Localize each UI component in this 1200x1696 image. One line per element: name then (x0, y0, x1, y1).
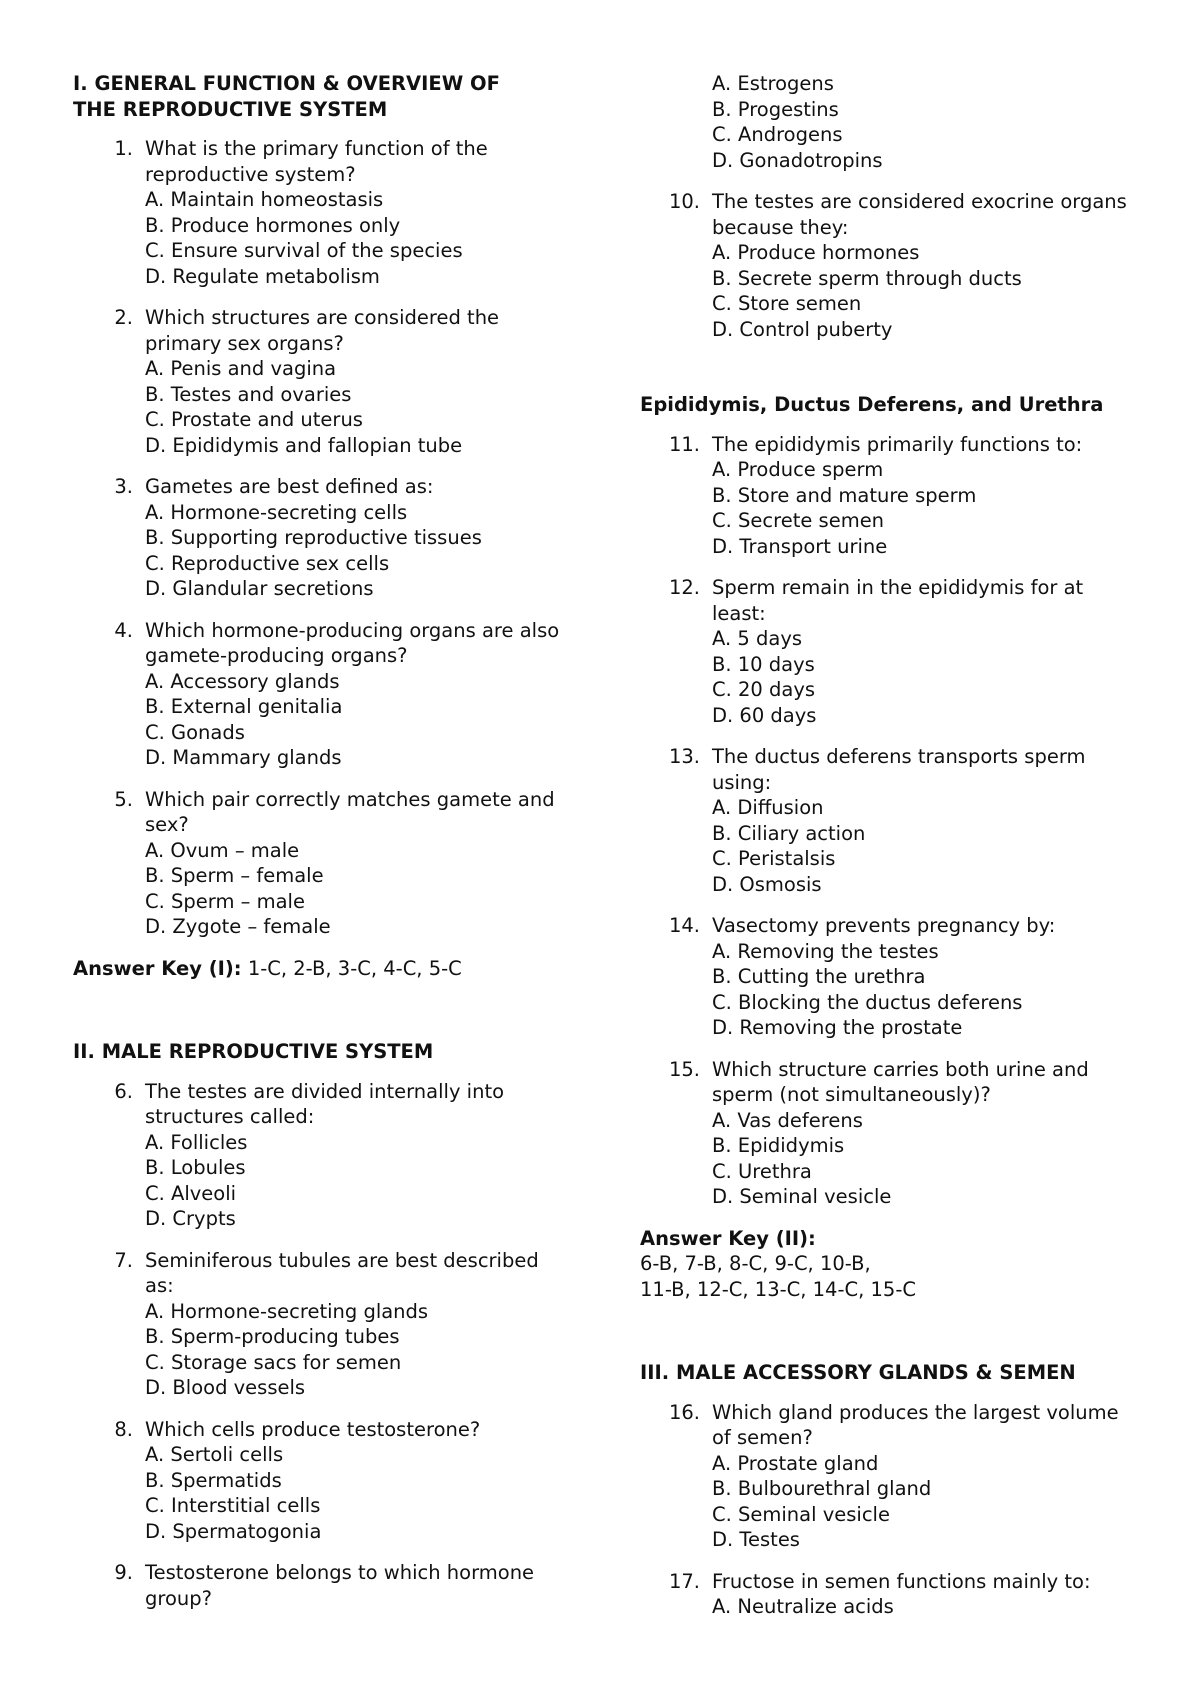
answer-option: C. Reproductive sex cells (145, 551, 390, 575)
question-item (640, 1057, 1140, 1210)
answer-option: D. Mammary glands (145, 746, 342, 769)
answer-key-2-line1: 6-B, 7-B, 8-C, 9-C, 10-B, (640, 1252, 871, 1275)
answer-option: D. Transport urine (712, 534, 888, 558)
question-text: Vasectomy prevents pregnancy by: (712, 914, 1056, 937)
question-item (73, 136, 573, 289)
question-number: 10. (668, 190, 700, 213)
question-number: 3. (114, 475, 133, 498)
answer-option: C. Gonads (145, 720, 245, 744)
question-item (73, 1560, 573, 1611)
question-9-continued (640, 71, 1140, 173)
answer-option: C. Sperm – male (145, 889, 305, 913)
answer-option: A. Follicles (145, 1130, 248, 1154)
question-list-2 (73, 1079, 573, 1612)
question-item (640, 432, 1140, 560)
answer-key-1-value: 1-C, 2-B, 3-C, 4-C, 5-C (247, 956, 462, 980)
answer-option: D. Control puberty (712, 317, 893, 341)
question-item (640, 189, 1140, 342)
answer-option: C. Secrete semen (712, 509, 885, 532)
answer-option: C. Seminal vesicle (712, 1502, 890, 1526)
answer-option: C. Alveoli (145, 1181, 237, 1205)
answer-option: B. Lobules (145, 1156, 246, 1179)
answer-option: B. Cutting the urethra (712, 965, 926, 988)
question-item (73, 618, 573, 771)
q9-option-a: A. Estrogens (712, 72, 834, 95)
answer-option: A. Removing the testes (712, 939, 939, 963)
answer-option: B. Sperm-producing tubes (145, 1325, 400, 1348)
answer-option: D. Removing the prostate (712, 1016, 963, 1039)
section-3-heading: III. MALE ACCESSORY GLANDS & SEMEN (640, 1361, 1076, 1384)
question-text: Which gland produces the largest volume of semen? (712, 1400, 1119, 1449)
question-item (73, 305, 573, 458)
answer-option: C. Blocking the ductus deferens (712, 990, 1023, 1014)
question-number: 4. (114, 618, 133, 642)
answer-option: A. Maintain homeostasis (145, 188, 384, 211)
question-text: Which pair correctly matches gamete and sex? (145, 787, 555, 836)
answer-option: A. Prostate gland (712, 1451, 879, 1475)
question-item (73, 1417, 573, 1545)
answer-option: A. Diffusion (712, 796, 824, 819)
answer-option: D. Osmosis (712, 872, 822, 896)
question-list-2b (640, 189, 1140, 342)
answer-option: C. Store semen (712, 292, 862, 315)
section-1-heading (73, 71, 573, 122)
answer-option: A. Penis and vagina (145, 357, 337, 380)
question-list-2c (640, 432, 1140, 1210)
question-number: 17. (668, 1569, 700, 1593)
answer-option: C. Interstitial cells (145, 1494, 321, 1517)
question-text: The epididymis primarily functions to: (712, 432, 1083, 456)
left-column (73, 71, 573, 1627)
answer-option: D. Crypts (145, 1207, 236, 1230)
question-list-1 (73, 136, 573, 940)
answer-key-1-label: Answer Key (I): (73, 956, 242, 980)
question-number: 9. (114, 1561, 133, 1584)
answer-option: D. Seminal vesicle (712, 1185, 892, 1208)
question-text: Which cells produce testosterone? (145, 1417, 481, 1441)
question-item (640, 744, 1140, 897)
question-number: 8. (114, 1417, 133, 1441)
question-number: 13. (668, 745, 700, 768)
question-text: The testes are divided internally into structures called: (145, 1079, 505, 1128)
section-1-title-line1: I. GENERAL FUNCTION & OVERVIEW OF (73, 72, 500, 95)
answer-option: C. 20 days (712, 678, 816, 701)
question-number: 15. (668, 1057, 700, 1081)
answer-option: D. Zygote – female (145, 915, 331, 938)
answer-option: D. Epididymis and fallopian tube (145, 433, 463, 457)
answer-option: B. Sperm – female (145, 864, 324, 887)
answer-option: D. Testes (712, 1528, 800, 1551)
answer-option: A. Accessory glands (145, 669, 340, 693)
answer-option: A. Produce sperm (712, 458, 884, 481)
answer-option: B. 10 days (712, 652, 815, 676)
question-item (640, 1400, 1140, 1553)
answer-key-2 (640, 1226, 1140, 1303)
answer-option: A. Ovum – male (145, 838, 300, 862)
answer-option: A. Neutralize acids (712, 1595, 894, 1618)
question-item (73, 1248, 573, 1401)
section-2-heading: II. MALE REPRODUCTIVE SYSTEM (73, 1040, 434, 1063)
answer-option: A. 5 days (712, 627, 803, 650)
question-item (640, 913, 1140, 1041)
question-text: Sperm remain in the epididymis for at least: (712, 576, 1084, 625)
question-text: What is the primary function of the reproductive system? (145, 137, 488, 186)
subsection-heading: Epididymis, Ductus Deferens, and Urethra (640, 393, 1104, 416)
answer-option: C. Peristalsis (712, 847, 836, 870)
answer-key-1 (73, 956, 573, 982)
question-text: Seminiferous tubules are best described as: (145, 1248, 539, 1297)
question-item (73, 787, 573, 940)
question-item (640, 575, 1140, 728)
question-number: 12. (668, 576, 700, 599)
question-number: 5. (114, 787, 133, 811)
question-text: Fructose in semen functions mainly to: (712, 1569, 1091, 1593)
question-text: Which hormone-producing organs are also gamete-producing organs? (145, 618, 560, 667)
question-text: The ductus deferens transports sperm using: (712, 745, 1086, 794)
question-number: 2. (114, 306, 133, 329)
answer-option: C. Ensure survival of the species (145, 239, 463, 262)
answer-option: A. Sertoli cells (145, 1443, 284, 1466)
answer-option: B. Spermatids (145, 1468, 282, 1492)
answer-option: A. Hormone-secreting glands (145, 1299, 429, 1323)
answer-option: B. Testes and ovaries (145, 382, 352, 406)
question-item (73, 474, 573, 602)
question-number: 11. (668, 432, 700, 456)
answer-option: C. Storage sacs for semen (145, 1350, 402, 1374)
answer-option: A. Hormone-secreting cells (145, 500, 408, 524)
answer-option: D. 60 days (712, 703, 817, 727)
question-text: The testes are considered exocrine organs because they: (712, 190, 1127, 239)
q9-option-b: B. Progestins (712, 97, 839, 121)
answer-key-2-line2: 11-B, 12-C, 13-C, 14-C, 15-C (640, 1277, 916, 1301)
question-item (640, 1569, 1140, 1620)
q9-option-d: D. Gonadotropins (712, 148, 883, 172)
answer-option: B. Secrete sperm through ducts (712, 266, 1022, 290)
question-list-3 (640, 1400, 1140, 1620)
answer-option: A. Vas deferens (712, 1108, 863, 1132)
answer-option: B. Supporting reproductive tissues (145, 526, 482, 549)
answer-option: D. Regulate metabolism (145, 264, 380, 288)
question-number: 1. (114, 137, 133, 160)
answer-option: C. Urethra (712, 1159, 812, 1183)
answer-option: B. Store and mature sperm (712, 483, 977, 507)
question-number: 6. (114, 1079, 133, 1103)
answer-option: B. Bulbourethral gland (712, 1477, 932, 1500)
answer-option: D. Blood vessels (145, 1376, 306, 1399)
question-number: 16. (668, 1400, 700, 1424)
answer-option: C. Prostate and uterus (145, 408, 363, 431)
question-text: Testosterone belongs to which hormone group? (145, 1561, 535, 1610)
answer-key-2-label: Answer Key (II): (640, 1226, 816, 1250)
answer-option: B. External genitalia (145, 695, 343, 718)
section-1-title-line2: THE REPRODUCTIVE SYSTEM (73, 97, 388, 121)
q9-option-c: C. Androgens (712, 123, 843, 146)
question-number: 7. (114, 1248, 133, 1272)
question-item (73, 1079, 573, 1232)
question-text: Which structures are considered the primary sex organs? (145, 306, 500, 355)
answer-option: B. Produce hormones only (145, 213, 401, 237)
answer-option: A. Produce hormones (712, 241, 920, 264)
question-text: Which structure carries both urine and sperm (not simultaneously)? (712, 1057, 1089, 1106)
answer-option: D. Glandular secretions (145, 577, 374, 600)
question-text: Gametes are best defined as: (145, 475, 434, 498)
question-number: 14. (668, 914, 700, 937)
right-column (640, 71, 1140, 1636)
answer-option: B. Ciliary action (712, 821, 866, 845)
answer-option: D. Spermatogonia (145, 1519, 322, 1543)
answer-option: B. Epididymis (712, 1134, 845, 1157)
